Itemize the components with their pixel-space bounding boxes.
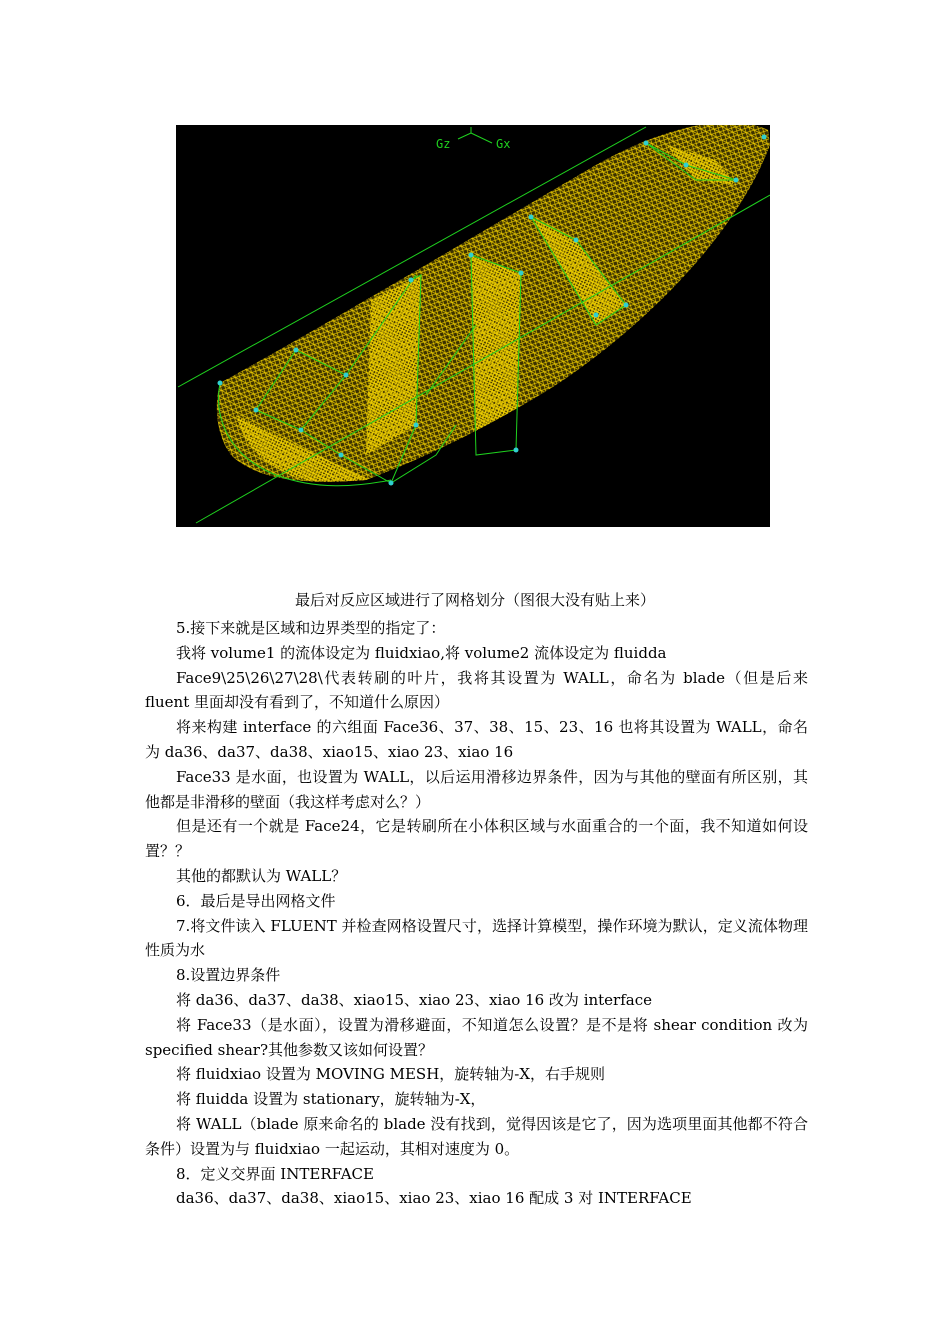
paragraph: 其他的都默认为 WALL？ [176, 866, 347, 885]
paragraph: 5.接下来就是区域和边界类型的指定了： [176, 619, 446, 637]
paragraph: 将 da36、da37、da38、xiao15、xiao 23、xiao 16 改为 interface [176, 990, 652, 1009]
axis-triad [458, 127, 492, 143]
axis-label-z: Gz [436, 137, 451, 151]
paragraph: 但是还有一个就是 Face24，它是转刷所在小体积区域与水面重合的一个面，我不知道如何设置？？ [145, 817, 808, 861]
paragraph: Face9\25\26\27\28\代表转刷的叶片，我将其设置为 WALL，命名为 blade（但是后来 fluent 里面却没有看到了，不知道什么原因） [145, 668, 808, 712]
paragraph: 将 WALL（blade 原来命名的 blade 没有找到，觉得因该是它了，因为选项里面其他都不符合条件）设置为与 fluidxiao 一起运动，其相对速度为 0。 [145, 1114, 808, 1158]
paragraph: 8.设置边界条件 [176, 966, 281, 985]
paragraph: 我将 volume1 的流体设定为 fluidxiao,将 volume2 流体设定为 fluidda [176, 643, 667, 662]
paragraph: 将 fluidda 设置为 stationary，旋转轴为-X， [176, 1090, 486, 1109]
paragraph: 将 Face33（是水面），设置为滑移避面，不知道怎么设置？是不是将 shear condition 改为 specified shear?其他参数又该如何设置？ [145, 1015, 808, 1059]
paragraph: 8．定义交界面 INTERFACE [176, 1164, 374, 1183]
paragraph: 6．最后是导出网格文件 [176, 891, 336, 910]
paragraph: 7.将文件读入 FLUENT 并检查网格设置尺寸，选择计算模型，操作环境为默认，定义流体物理性质为水 [145, 916, 808, 960]
paragraph: 将 fluidxiao 设置为 MOVING MESH，旋转轴为-X，右手规则 [176, 1065, 606, 1084]
paragraph: da36、da37、da38、xiao15、xiao 23、xiao 16 配成 3 对 INTERFACE [176, 1189, 692, 1208]
mesh-render [176, 125, 770, 527]
mesh-figure [176, 125, 770, 527]
paragraph: 将来构建 interface 的六组面 Face36、37、38、15、23、16 也将其设置为 WALL，命名为 da36、da37、da38、xiao15、xiao 23、xiao 16 [145, 718, 808, 761]
body-text [145, 616, 808, 1211]
axis-label-x: Gx [496, 137, 511, 151]
figure-caption: 最后对反应区域进行了网格划分（图很大没有贴上来） [294, 591, 655, 609]
paragraph: Face33 是水面，也设置为 WALL，以后运用滑移边界条件，因为与其他的壁面有所区别，其他都是非滑移的壁面（我这样考虑对么？） [145, 767, 808, 811]
